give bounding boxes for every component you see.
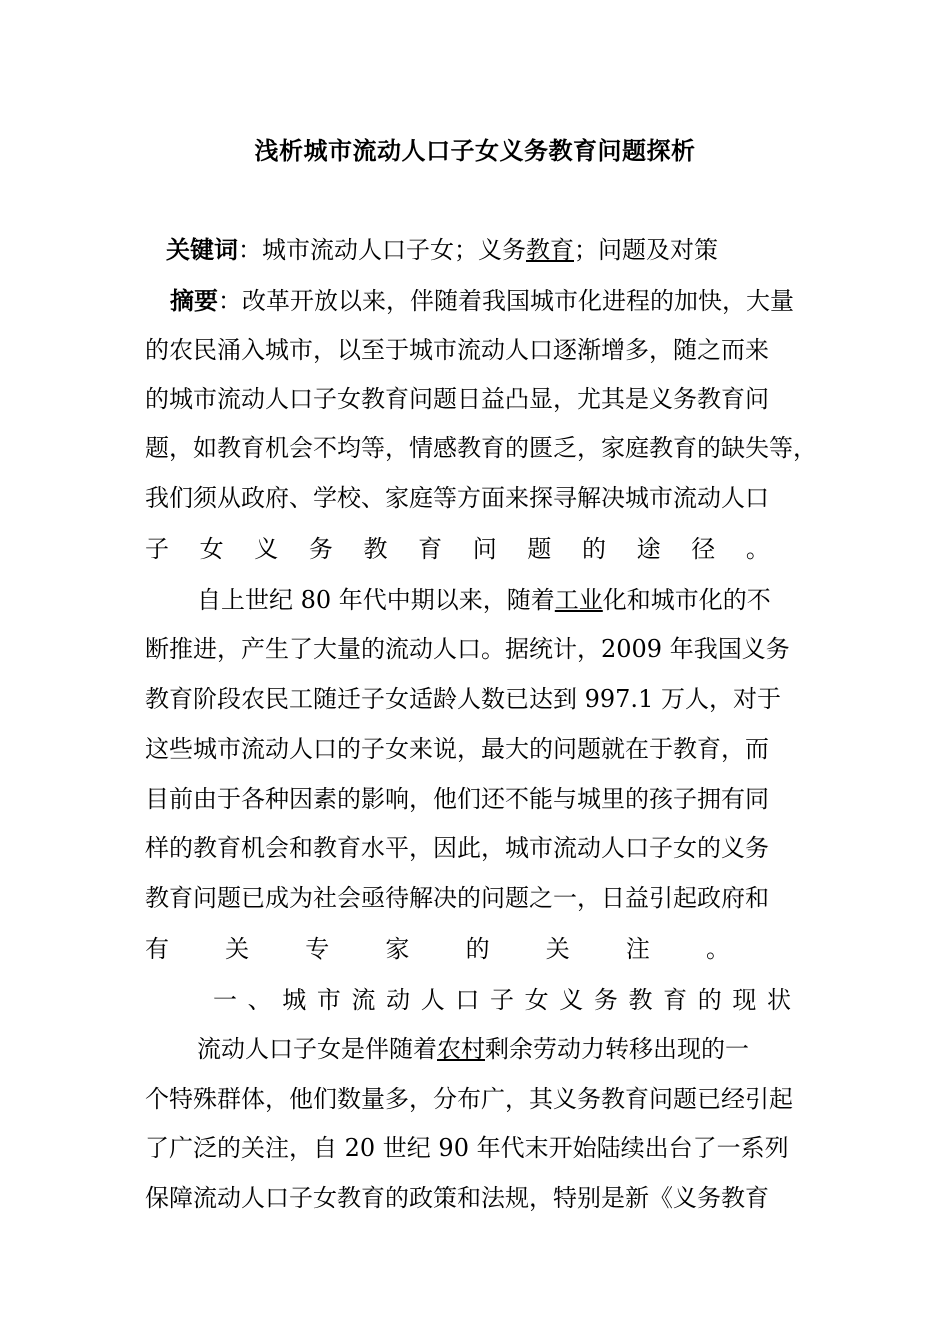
heading-char: 状: [767, 986, 791, 1014]
char: 关: [545, 935, 570, 963]
char: 途: [636, 535, 661, 563]
keywords-line: [166, 233, 816, 267]
paragraph1-line: 目前由于各种因素的影响，他们还不能与城里的孩子拥有同: [145, 785, 769, 813]
abstract-label: 摘要: [170, 286, 218, 315]
heading-char: 教: [628, 986, 653, 1014]
paragraph1-line: 断推进，产生了大量的流动人口。据统计，2009 年我国义务: [145, 635, 790, 663]
char: 的: [582, 535, 606, 563]
paragraph2-text: 剩余劳动力转移出现的一: [485, 1035, 749, 1063]
char: 务: [308, 535, 333, 563]
heading-char: 、: [247, 986, 272, 1014]
heading-char: 动: [386, 986, 411, 1014]
char: 有: [145, 935, 169, 963]
paragraph1-first-line: [197, 583, 810, 617]
abstract-line: 的城市流动人口子女教育问题日益凸显，尤其是义务教育问: [145, 385, 769, 413]
char: 注: [625, 935, 650, 963]
char: 子: [145, 535, 169, 563]
heading-char: 市: [316, 986, 341, 1014]
section1-heading: [213, 983, 791, 1017]
char: 义: [254, 535, 279, 563]
keywords-label: 关键词: [166, 235, 238, 264]
keywords-part1: 城市流动人口子女；义务: [262, 236, 526, 264]
paragraph1-line: 样的教育机会和教育水平，因此，城市流动人口子女的义务: [145, 834, 769, 862]
paragraph2-line: 保障流动人口子女教育的政策和法规，特别是新《义务教育: [145, 1184, 769, 1212]
abstract-colon: ：: [218, 287, 242, 315]
heading-char: 城: [282, 986, 307, 1014]
paragraph1-line: 这些城市流动人口的子女来说，最大的问题就在于教育，而: [145, 735, 769, 763]
paragraph1-line: 教育问题已成为社会亟待解决的问题之一，日益引起政府和: [145, 884, 769, 912]
paragraph1-last-line: [145, 932, 730, 966]
heading-char: 人: [420, 986, 445, 1014]
paragraph1-link-industry[interactable]: 工业: [554, 586, 603, 614]
paragraph2-line: 了广泛的关注，自 20 世纪 90 年代末开始陆续出台了一系列: [145, 1134, 789, 1162]
char: 。: [745, 535, 770, 563]
keywords-colon: ：: [238, 236, 262, 264]
char: 育: [418, 535, 443, 563]
paragraph2-text: 流动人口子女是伴随着: [197, 1035, 437, 1063]
char: 径: [691, 535, 716, 563]
char: 女: [199, 535, 224, 563]
char: 家: [385, 935, 410, 963]
heading-char: 务: [593, 986, 618, 1014]
char: 教: [363, 535, 388, 563]
heading-char: 一: [213, 986, 237, 1014]
paragraph2-first-line: [197, 1032, 810, 1066]
abstract-line: 我们须从政府、学校、家庭等方面来探寻解决城市流动人口: [145, 484, 769, 512]
heading-char: 的: [697, 986, 722, 1014]
abstract-first-text: 改革开放以来，伴随着我国城市化进程的加快，大量: [242, 287, 794, 315]
abstract-line: 的农民涌入城市，以至于城市流动人口逐渐增多，随之而来: [145, 336, 769, 364]
paragraph1-text: 化和城市化的不: [602, 586, 771, 614]
paragraph2-line: 个特殊群体，他们数量多，分布广，其义务教育问题已经引起: [145, 1085, 793, 1113]
keywords-link-education[interactable]: 教育: [526, 236, 574, 264]
char: 的: [465, 935, 490, 963]
paragraph1-text: 自上世纪 80 年代中期以来，随着: [197, 586, 555, 614]
char: 专: [305, 935, 330, 963]
abstract-last-line: [145, 532, 770, 566]
heading-char: 女: [524, 986, 549, 1014]
heading-char: 口: [455, 986, 480, 1014]
heading-char: 现: [732, 986, 757, 1014]
char: 。: [705, 935, 730, 963]
heading-char: 子: [490, 986, 514, 1014]
char: 题: [527, 535, 552, 563]
abstract-first-line: [170, 284, 810, 318]
heading-char: 育: [663, 986, 688, 1014]
paragraph2-link-rural[interactable]: 农村: [437, 1035, 485, 1063]
char: 问: [472, 535, 497, 563]
keywords-part2: ；问题及对策: [574, 236, 718, 264]
char: 关: [225, 935, 250, 963]
paragraph1-line: 教育阶段农民工随迁子女适龄人数已达到 997.1 万人，对于: [145, 685, 781, 713]
heading-char: 流: [351, 986, 376, 1014]
document-title: 浅析城市流动人口子女义务教育问题探析: [254, 136, 696, 165]
heading-char: 义: [559, 986, 584, 1014]
abstract-line: 题，如教育机会不均等，情感教育的匮乏，家庭教育的缺失等，: [145, 434, 817, 462]
